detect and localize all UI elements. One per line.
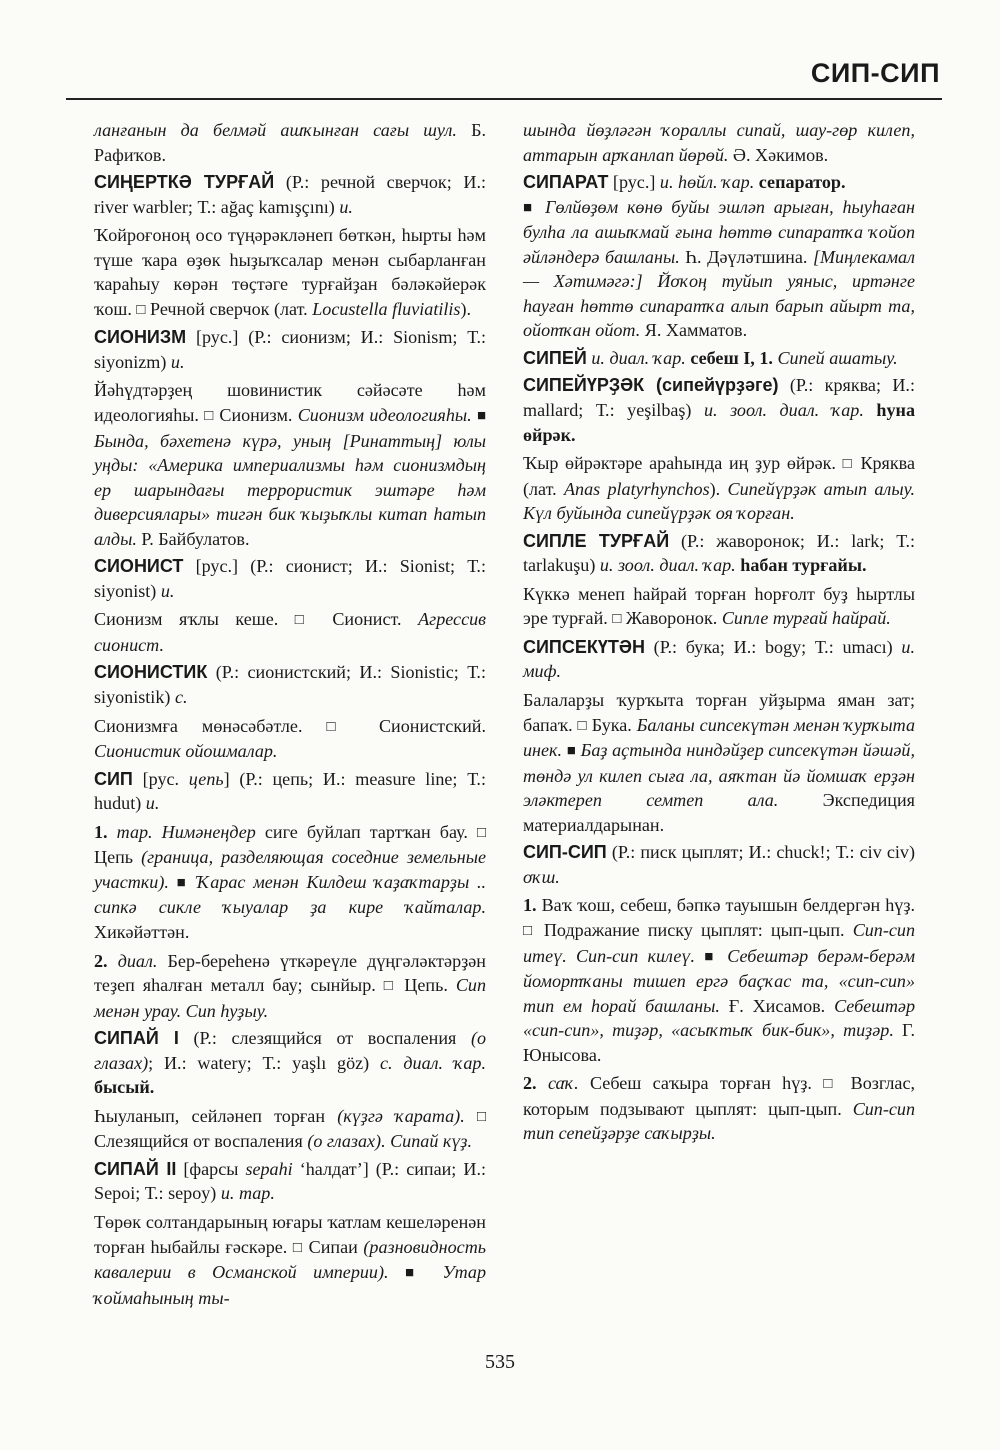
entry-text: Төрөк солтандарының юғары ҡатлам кешеләренән торған һыбайлы ғәскәре. □ Сипаи (разновидность кавалерии в Османской империи). ■ Утар ҡоймаһының ты- — [94, 1211, 487, 1308]
entry-text: шында йөҙләгән ҡораллы сипай, шау-гөр килеп, аттарын арҡанлап йөрөй. Ә. Хәкимов. — [523, 120, 915, 165]
dictionary-entry: СИП-СИП (Р.: писк цыплят; И.: chuck!; Т.: civ civ) оҡш. — [523, 842, 915, 887]
entry-text: Ҡыр өйрәктәре араһында иң ҙур өйрәк. □ Кряква (лат. Anas platyrhynchos). Сипейүрҙәк атып алыу. Күл буйында сипейүрҙәк оя ҡорған. — [523, 453, 916, 524]
entry-text: 2. саҡ. Себеш саҡыра торған һүҙ. □ Возглас, которым подзывают цыплят: цып-цып. Сип-сип тип сепейҙәрҙе саҡырҙы. — [523, 1073, 916, 1144]
dictionary-entry: СИОНИСТИК (Р.: сионистский; И.: Sionistic; Т.: siyonistik) с. — [94, 662, 486, 708]
header-rule — [66, 98, 942, 100]
dictionary-entry: СИҢЕРТКӘ ТУРҒАЙ (Р.: речной сверчок; И.: river warbler; Т.: ağaç kamışçını) и. — [94, 172, 486, 217]
entry-text: Йәһүдтәрҙең шовинистик сәйәсәте һәм идеологияһы. □ Сионизм. Сионизм идеологияһы. ■ Бында, бәхетенә күрә, уның [Ринаттың] юлы уңды: «Америка империализмы һәм сионизмдың ер шарындағы террористик эштәре һәм диверсиялары» тигән бик ҡыҙыҡлы китап һатып алды. Р. Байбулатов. — [94, 380, 487, 549]
entry-text: Күккә менеп һайрай торған һорғолт буҙ һыртлы эре турғай. □ Жаворонок. Сипле турғай һайрай. — [523, 583, 915, 629]
entry-text: 2. диал. Бер-береһенә үткәреүле дүңгәләктәрҙән теҙеп яһалған металл бау; сынйыр. □ Цепь. Сип менән урау. Сип һуҙыу. — [94, 950, 487, 1021]
dictionary-entry: СИПЛЕ ТУРҒАЙ (Р.: жаворонок; И.: lark; Т.: tarlakuşu) и. зоол. диал. ҡар. һабан турғайы. — [523, 530, 916, 576]
dictionary-entry: СИПСЕКҮТӘН (Р.: бука; И.: bogy; Т.: umacı) и. миф. — [523, 636, 915, 682]
entry-text: Сионизмға мөнәсәбәтле. □ Сионистский. Сионистик ойошмалар. — [94, 715, 486, 762]
entry-text: ланғанын да белмәй ашҡынған сағы шул. Б. Рафиҡов. — [94, 120, 486, 165]
entry-text: Балаларҙы ҡурҡыта торған уйҙырма яман зат; бапаҡ. □ Бука. Баланы сипсекүтән менән ҡурҡыта инек. ■ Баҙ аҫтында ниндәйҙер сипсекүтән йәшәй, төндә ул килеп сыға ла, аяҡтан йә йомшаҡ ерҙән эләктереп семтеп ала. Экспедиция материалдарынан. — [523, 690, 915, 835]
dictionary-entry: СИПАРАТ [рус.] и. һөйл. ҡар. сепаратор. — [523, 172, 846, 193]
entry-text: Сионизм яҡлы кеше. □ Сионист. Агрессив сионист. — [94, 609, 487, 655]
entry-text: 1. тар. Нимәнеңдер сиге буйлап тартҡан бау. □ Цепь (граница, разделяющая соседние земельные участки). ■ Ҡарас менән Килдеш ҡаҙаҡтарҙы .. сипкә сикле ҡыуалар ҙа кире ҡайталар. Хикәйәттән. — [94, 821, 487, 942]
entry-text: Һыуланып, сейләнеп торған (күҙгә ҡарата). □ Слезящийся от воспаления (о глазах). Сипай күҙ. — [94, 1105, 486, 1152]
dictionary-entry: СИПАЙ I (Р.: слезящийся от воспаления (о глазах); И.: watery; Т.: yaşlı göz) с. диал. ҡар. бысый. — [94, 1028, 487, 1098]
left-column — [94, 118, 486, 1310]
running-head: СИП-СИП — [810, 58, 940, 88]
right-column — [523, 118, 915, 1146]
entry-text: 1. Ваҡ ҡош, себеш, бәпкә тауышын белдергән һүҙ. □ Подражание писку цыплят: цып-цып. Сип-сип итеү. Сип-сип килеү. ■ Себештәр берәм-берәм йомортҡаны тишеп ергә баҫҡас та, «сип-сип» тип ем һорай башланы. Ғ. Хисамов. Себештәр «сип-сип», тиҙәр, «асыҡтыҡ бик-бик», тиҙәр. Г. Юнысова. — [523, 895, 916, 1065]
dictionary-entry: СИОНИЗМ [рус.] (Р.: сионизм; И.: Sionism; Т.: siyonizm) и. — [94, 327, 486, 372]
dictionary-entry: СИПАЙ II [фарсы sepahi ‘һалдат’] (Р.: сипаи; И.: Sepoi; Т.: sepoy) и. тар. — [94, 1158, 486, 1204]
entry-text: Ҡойроғоноң осо түңәрәкләнеп бөткән, һырты һәм түше ҡара өҙөк һыҙыҡсалар менән сыбарланған ҡараһыу көрән төҫтәге турғайҙан бәләкәйерәк ҡош. □ Речной сверчок (лат. Locustella fluviatilis). — [94, 225, 486, 319]
dictionary-entry: СИОНИСТ [рус.] (Р.: сионист; И.: Sionist; Т.: siyonist) и. — [94, 556, 486, 601]
dictionary-entry: СИПЕЙ и. диал. ҡар. себеш I, 1. Сипей ашатыу. — [523, 347, 898, 368]
entry-text: ■ Гөлйөҙөм көнө буйы эшләп арыған, һыуһаған булһа ла ашыҡмай ғына һөттө сипаратҡа ҡойоп әйләндерә башланы. Һ. Дәүләтшина. [Миңлекамал — Хәтимәгә:] Йоҡоң туйып уяныс, иртәнге һауған һөттө сипаратҡа алып барып айырт та, ойотҡан ойот. Я. Хамматов. — [523, 196, 915, 341]
page-number: 535 — [485, 1351, 515, 1373]
dictionary-entry: СИПЕЙҮРҘӘК (сипейүрҙәге) (Р.: кряква; И.: mallard; Т.: yeşilbaş) и. зоол. диал. ҡар. һуна өйрәк. — [523, 375, 916, 445]
dictionary-entry: СИП [рус. цепь] (Р.: цепь; И.: measure line; Т.: hudut) и. — [94, 768, 486, 814]
